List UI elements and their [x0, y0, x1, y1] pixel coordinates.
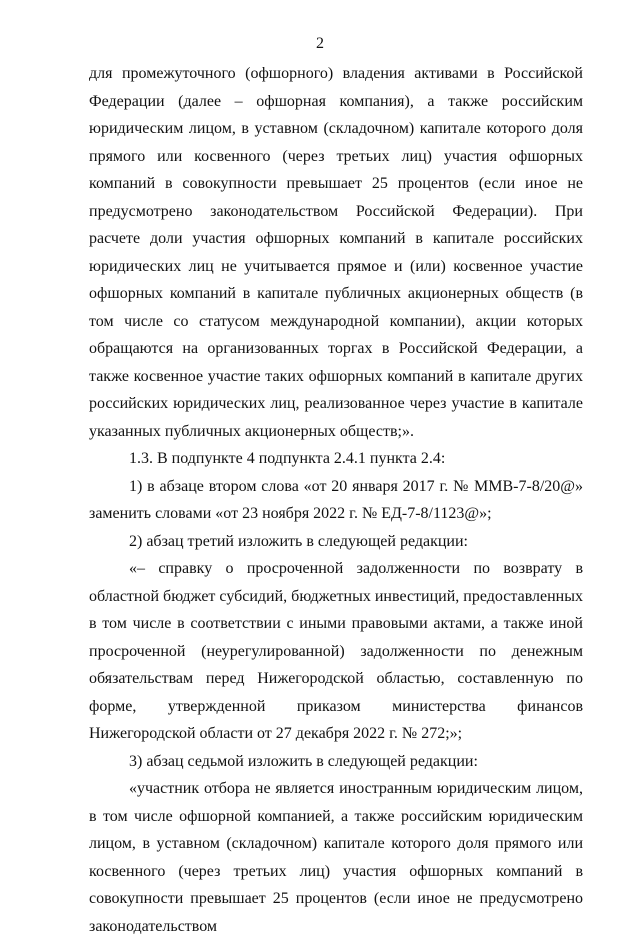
paragraph-quoted-certificate: «– справку о просроченной задолженности по возврату в областной бюджет субсидий, бюджетных инвестиций, предоставленных в том числе в соответствии с иными правовыми актами, а также иной просроченной (неурегулированной) задолженности по денежным обязательствам перед Нижегородской областью, составленную по форме, утвержденной приказом министерства финансов Нижегородской области от 27 декабря 2022 г. № 272;»; [89, 560, 583, 742]
paragraph-continuation: для промежуточного (офшорного) владения активами в Российской Федерации (далее – офшорная компания), а также российским юридическим лицом, в уставном (складочном) капитале которого доля прямого или косвенного (через третьих лиц) участия офшорных компаний в совокупности превышает 25 процентов (если иное не предусмотрено законодательством Российской Федерации). При расчете доли участия офшорных компаний в капитале российских юридических лиц не учитывается прямое и (или) косвенное участие офшорных компаний в капитале публичных акционерных обществ (в том числе со статусом международной компании), акции которых обращаются на организованных торгах в Российской Федерации, а также косвенное участие таких офшорных компаний в капитале других российских юридических лиц, реализованное через участие в капитале указанных публичных акционерных обществ;». [89, 65, 583, 440]
page-number: 2 [316, 35, 324, 52]
paragraph-item-1-3: 1.3. В подпункте 4 подпункта 2.4.1 пункта 2.4: [129, 450, 446, 467]
document-body [89, 60, 583, 940]
paragraph-subitem-2: 2) абзац третий изложить в следующей редакции: [129, 532, 468, 550]
paragraph-quoted-participant: «участник отбора не является иностранным юридическим лицом, в том числе офшорной компанией, а также российским юридическим лицом, в уставном (складочном) капитале которого доля прямого или косвенного (через третьих лиц) участия офшорных компаний в совокупности превышает 25 процентов (если иное не предусмотрено законодательством [89, 780, 583, 935]
paragraph-subitem-1: 1) в абзаце втором слова «от 20 января 2017 г. № ММВ-7-8/20@» заменить словами «от 23 ноября 2022 г. № ЕД-7-8/1123@»; [89, 477, 583, 522]
paragraph-subitem-3: 3) абзац седьмой изложить в следующей редакции: [129, 752, 478, 770]
